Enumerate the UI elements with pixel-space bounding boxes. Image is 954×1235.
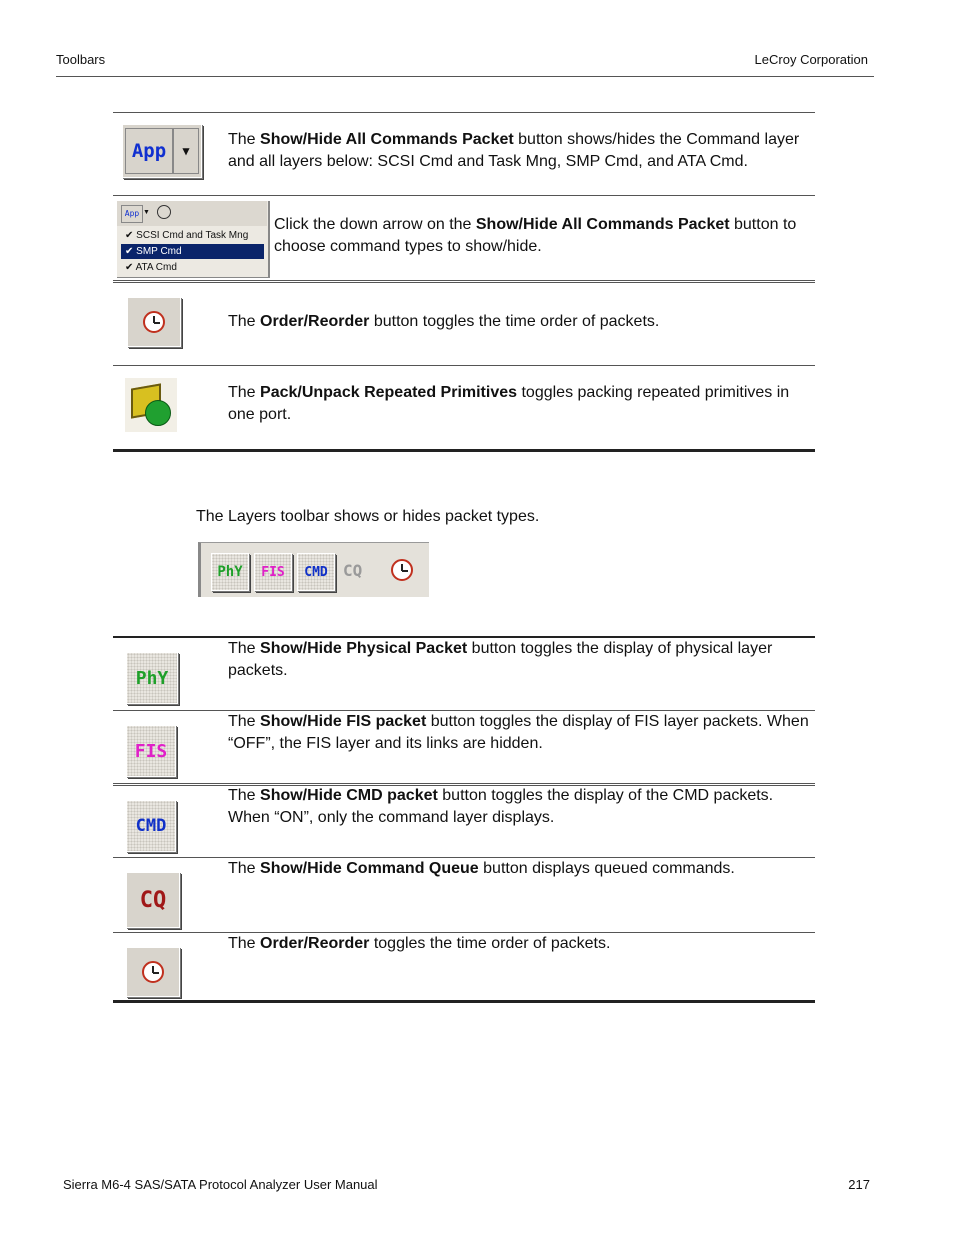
row-description: Click the down arrow on the Show/Hide All Commands Packet button to choose command types to show/hide. xyxy=(274,216,797,255)
app-mini-button: App xyxy=(121,205,143,223)
menu-item[interactable]: ✔ SCSI Cmd and Task Mng xyxy=(125,230,249,241)
fis-icon[interactable]: FIS xyxy=(254,553,292,591)
table-row xyxy=(113,710,815,783)
fis-icon: FIS xyxy=(126,725,176,777)
layers-table xyxy=(113,636,815,1003)
table-row xyxy=(113,783,815,857)
phy-icon: PhY xyxy=(126,652,178,704)
command-menu-icon xyxy=(117,201,270,278)
layers-toolbar xyxy=(198,542,429,597)
header-rule xyxy=(56,76,874,77)
chevron-down-icon: ▼ xyxy=(143,209,150,216)
phy-icon[interactable]: PhY xyxy=(211,553,249,591)
app-dropdown-icon: App ▼ xyxy=(122,124,202,178)
menu-item-selected[interactable]: ✔ SMP Cmd xyxy=(121,244,264,259)
row-description: The Show/Hide CMD packet button toggles the display of the CMD packets. When “ON”, only the command layer displays. xyxy=(228,787,774,826)
header-section-title: Toolbars xyxy=(56,52,106,67)
row-description: The Order/Reorder button toggles the time order of packets. xyxy=(228,313,660,330)
table-row xyxy=(113,112,815,195)
row-description: The Show/Hide Physical Packet button toggles the display of physical layer packets. xyxy=(228,640,773,679)
clock-icon[interactable] xyxy=(391,559,413,581)
table-row xyxy=(113,636,815,710)
clock-icon xyxy=(126,947,180,997)
header-company: LeCroy Corporation xyxy=(754,52,868,67)
row-description: The Show/Hide FIS packet button toggles the display of FIS layer packets. When “OFF”, the FIS layer and its links are hidden. xyxy=(228,713,809,752)
pack-primitives-icon xyxy=(125,378,177,432)
commands-toolbar-table xyxy=(113,112,815,452)
row-description: The Show/Hide Command Queue button displays queued commands. xyxy=(228,860,735,877)
table-row xyxy=(113,365,815,452)
footer-manual-title: Sierra M6-4 SAS/SATA Protocol Analyzer User Manual xyxy=(63,1177,378,1192)
cq-icon[interactable]: CQ xyxy=(343,561,363,580)
cq-icon: CQ xyxy=(126,872,180,928)
cmd-icon: CMD xyxy=(126,800,176,852)
row-description: The Pack/Unpack Repeated Primitives toggles packing repeated primitives in one port. xyxy=(228,384,790,423)
row-description: The Order/Reorder toggles the time order of packets. xyxy=(228,935,611,952)
menu-toolbar xyxy=(117,201,267,226)
page-number: 217 xyxy=(848,1177,870,1192)
table-row xyxy=(113,857,815,932)
table-row xyxy=(113,280,815,365)
cmd-icon[interactable]: CMD xyxy=(297,553,335,591)
clock-mini-icon xyxy=(157,205,171,219)
layers-intro-text: The Layers toolbar shows or hides packet types. xyxy=(196,508,540,525)
menu-item[interactable]: ✔ ATA Cmd xyxy=(125,262,177,273)
clock-icon xyxy=(127,297,181,347)
row-description: The Show/Hide All Commands Packet button shows/hides the Command layer and all layers below: SCSI Cmd and Task Mng, SMP Cmd, and ATA Cmd. xyxy=(228,131,800,170)
table-row xyxy=(113,932,815,1003)
